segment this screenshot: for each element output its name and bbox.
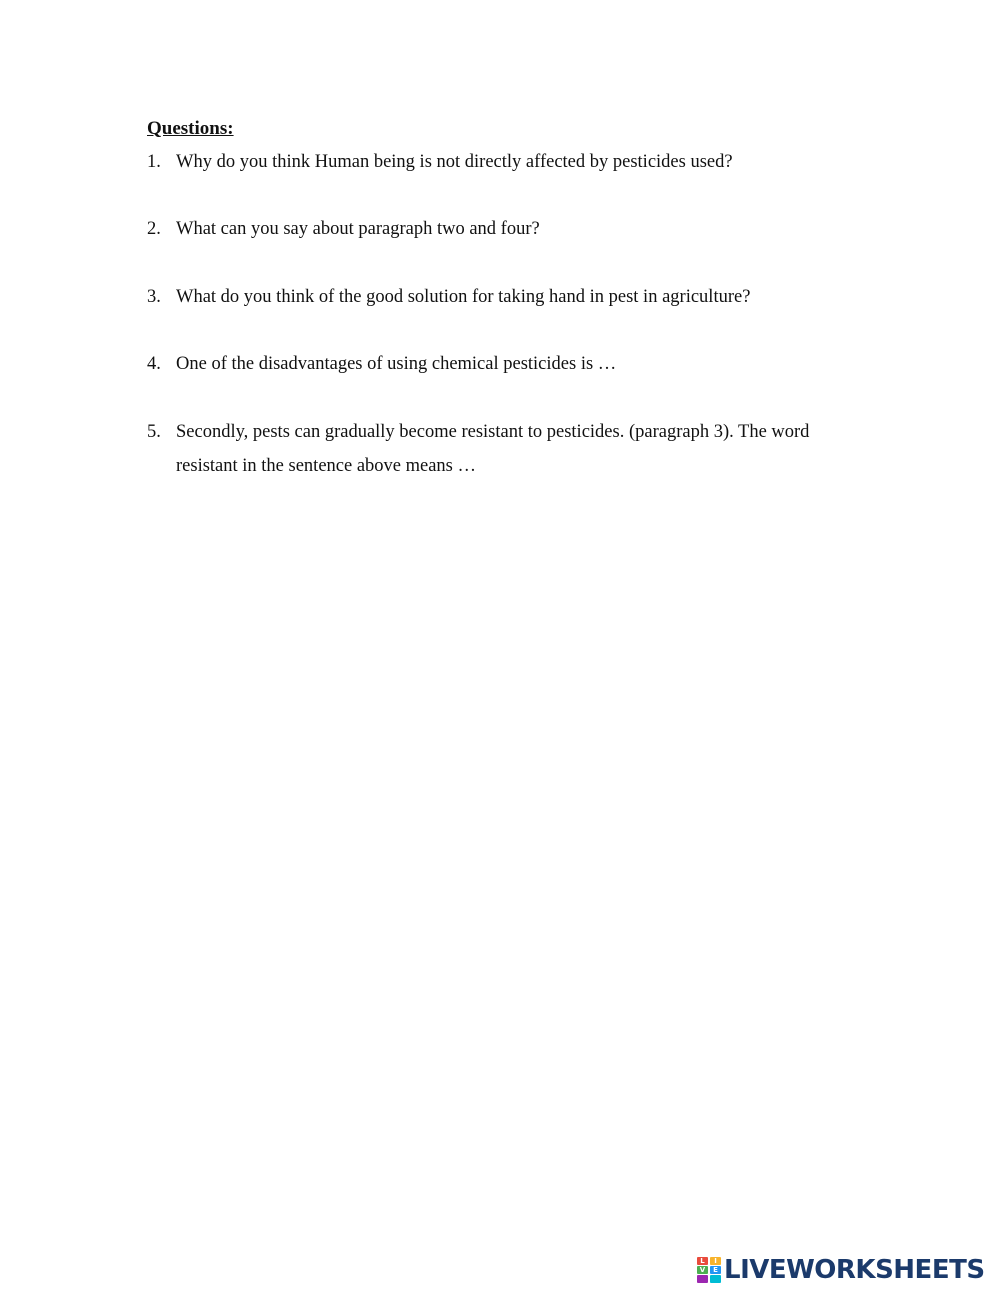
logo-icon-cell: I bbox=[710, 1257, 721, 1265]
questions-heading: Questions: bbox=[147, 118, 234, 139]
question-item bbox=[147, 415, 867, 483]
question-number: 3. bbox=[147, 287, 161, 307]
liveworksheets-logo-icon bbox=[697, 1257, 721, 1283]
logo-icon-cell: V bbox=[697, 1266, 708, 1274]
question-number: 5. bbox=[147, 422, 161, 442]
question-text: What can you say about paragraph two and four? bbox=[176, 219, 540, 239]
logo-icon-cell: E bbox=[710, 1266, 721, 1274]
logo-icon-cell: L bbox=[697, 1257, 708, 1265]
question-item bbox=[147, 347, 867, 381]
question-number: 1. bbox=[147, 152, 161, 172]
question-item bbox=[147, 212, 867, 246]
logo-icon-cell bbox=[697, 1275, 708, 1283]
question-number: 4. bbox=[147, 354, 161, 374]
question-text: Secondly, pests can gradually become resistant to pesticides. (paragraph 3). The word resistant in the sentence above means … bbox=[176, 422, 810, 476]
question-text: Why do you think Human being is not directly affected by pesticides used? bbox=[176, 152, 733, 172]
question-item bbox=[147, 145, 867, 179]
logo-icon-cell bbox=[710, 1275, 721, 1283]
question-text: What do you think of the good solution for taking hand in pest in agriculture? bbox=[176, 287, 751, 307]
liveworksheets-logo[interactable] bbox=[697, 1256, 985, 1284]
question-number: 2. bbox=[147, 219, 161, 239]
question-text: One of the disadvantages of using chemical pesticides is … bbox=[176, 354, 617, 374]
question-item bbox=[147, 280, 867, 314]
liveworksheets-logo-text: LIVEWORKSHEETS bbox=[724, 1255, 985, 1285]
